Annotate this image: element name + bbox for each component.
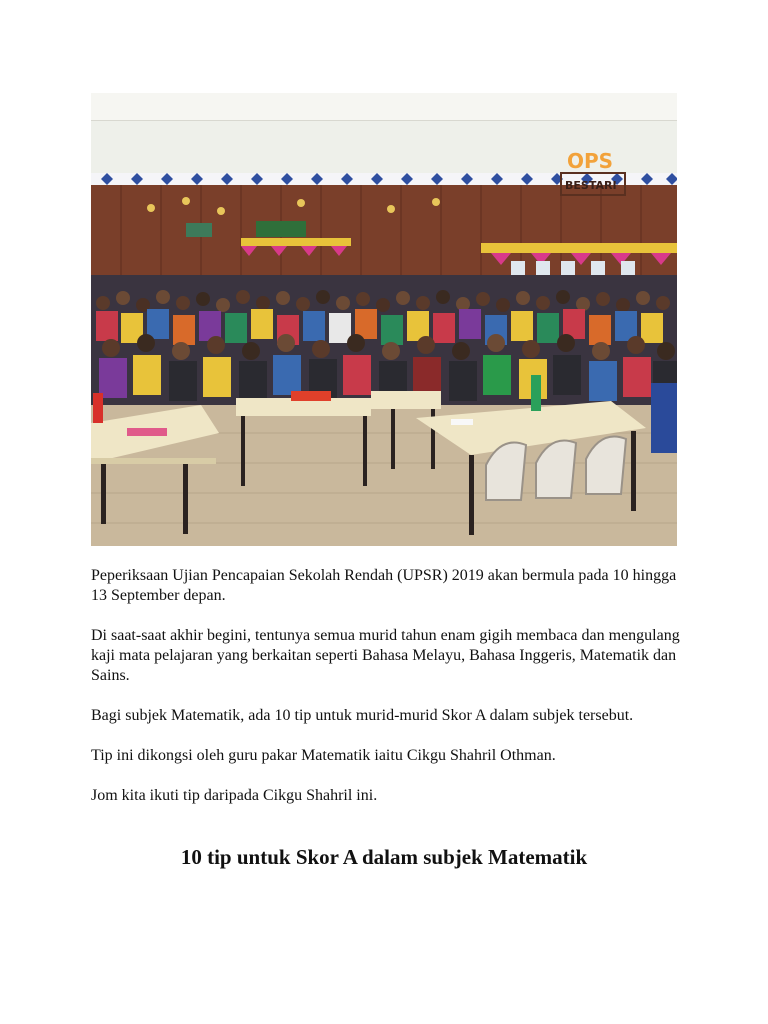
watermark-ops-text: OPS xyxy=(567,149,614,173)
paragraph-teacher: Tip ini dikongsi oleh guru pakar Matematik iaitu Cikgu Shahril Othman. xyxy=(91,747,556,764)
paragraph-revision: Di saat-saat akhir begini, tentunya semua murid tahun enam gigih membaca dan mengulang kaji mata pelajaran yang berkaitan seperti Bahasa Melayu, Bahasa Inggeris, Matematik dan Sains. xyxy=(91,627,680,684)
section-heading: 10 tip untuk Skor A dalam subjek Matematik xyxy=(180,845,588,869)
paragraph-math-tips: Bagi subjek Matematik, ada 10 tip untuk murid-murid Skor A dalam subjek tersebut. xyxy=(91,707,634,724)
paragraph-follow: Jom kita ikuti tip daripada Cikgu Shahril ini. xyxy=(91,787,378,804)
article-body xyxy=(91,566,691,826)
paragraph-upsr-date: Peperiksaan Ujian Pencapaian Sekolah Rendah (UPSR) 2019 akan bermula pada 10 hingga 13 September depan. xyxy=(91,567,677,604)
classroom-photo xyxy=(91,93,677,546)
watermark-bestari-text: BESTARI xyxy=(565,179,617,192)
